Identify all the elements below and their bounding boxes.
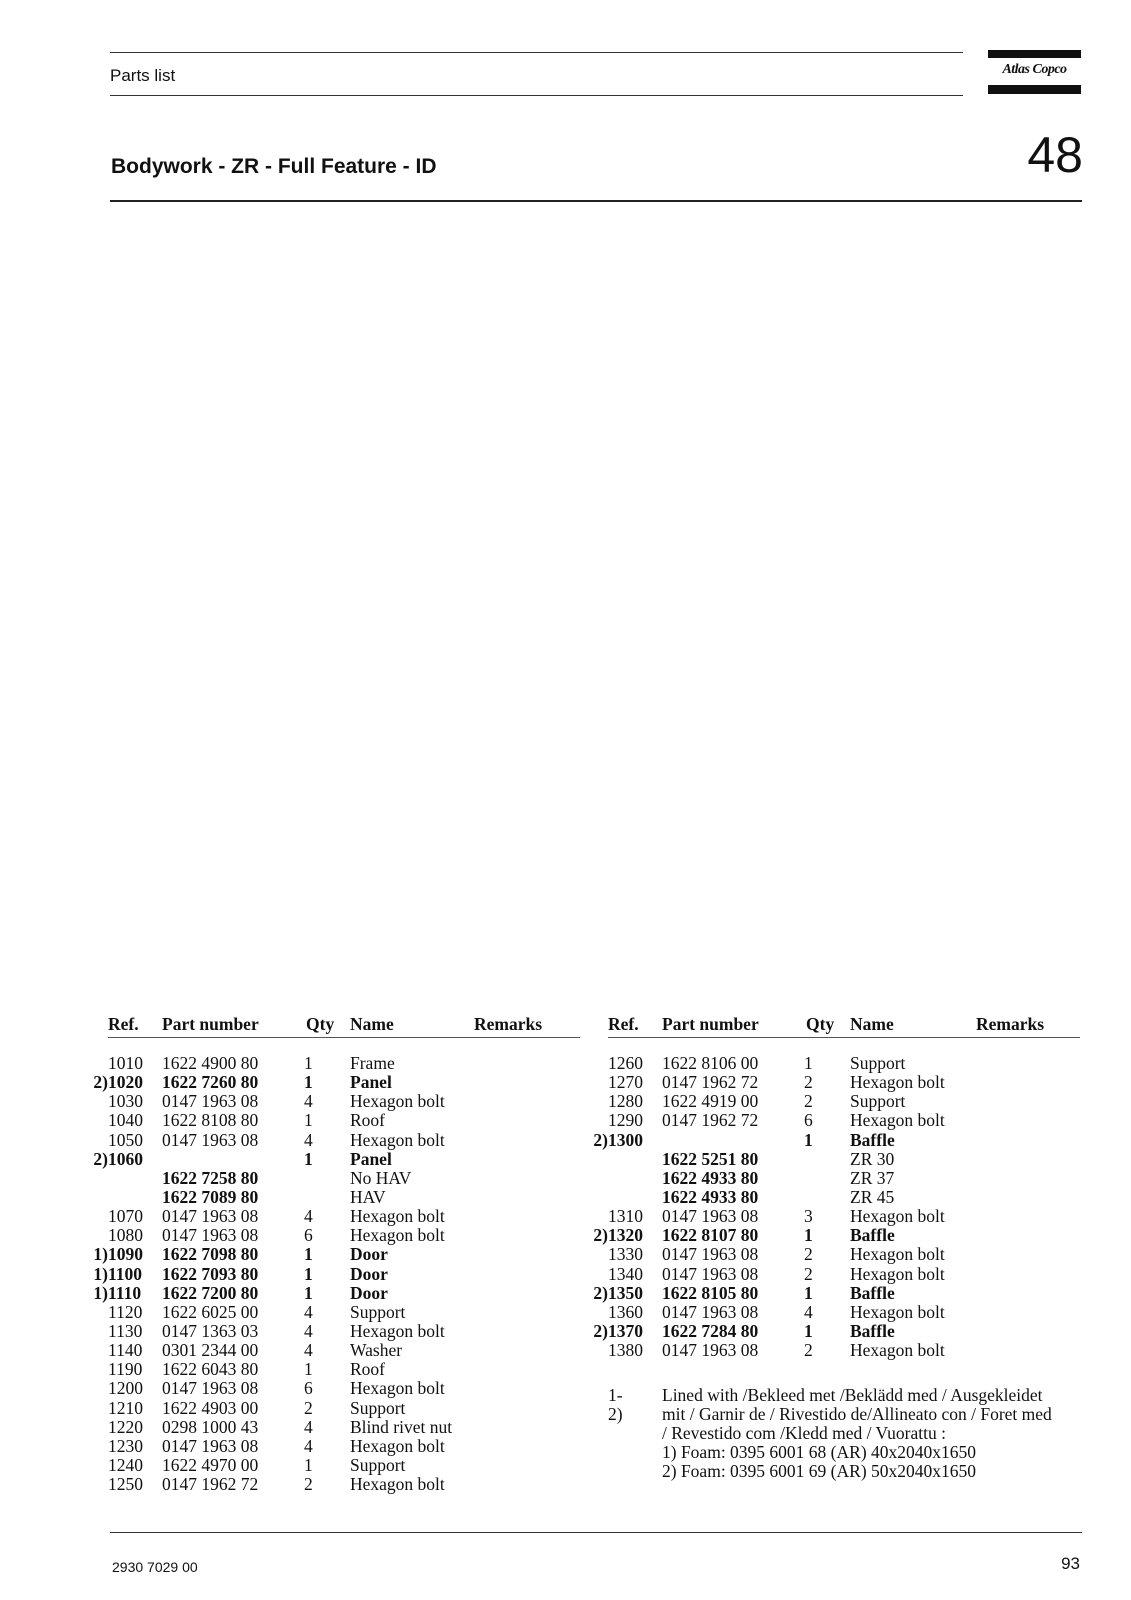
cell-part-number: 0147 1963 08: [662, 1244, 759, 1265]
cell-part-number: 1622 8108 80: [162, 1110, 259, 1131]
cell-part-number: 0301 2344 00: [162, 1340, 259, 1361]
cell-qty: 2: [804, 1340, 813, 1361]
cell-part-number: 0147 1963 08: [162, 1225, 259, 1246]
page-title: Bodywork - ZR - Full Feature - ID: [111, 155, 437, 178]
cell-qty: 1: [804, 1282, 813, 1303]
cell-name: ZR 30: [850, 1148, 895, 1169]
cell-ref: 1250: [108, 1474, 143, 1495]
cell-qty: 2: [304, 1474, 313, 1495]
cell-qty: 1: [304, 1053, 313, 1073]
cell-ref: 1240: [108, 1454, 143, 1475]
cell-ref: 1260: [608, 1053, 643, 1073]
cell-name: Hexagon bolt: [850, 1110, 945, 1131]
cell-part-number: 1622 4933 80: [662, 1167, 759, 1188]
notes-line: Lined with /Bekleed met /Beklädd med / Ausgekleidet: [662, 1385, 1043, 1405]
cell-part-number: 1622 7093 80: [162, 1263, 259, 1284]
document-number: 2930 7029 00: [112, 1559, 198, 1575]
cell-name: Door: [350, 1263, 388, 1284]
cell-qty: 2: [304, 1397, 313, 1418]
cell-part-number: 0147 1963 08: [162, 1378, 259, 1399]
cell-remarks: 2): [93, 1072, 108, 1093]
cell-name: Hexagon bolt: [850, 1301, 945, 1322]
cell-part-number: 0147 1963 08: [662, 1263, 759, 1284]
cell-part-number: 1622 6043 80: [162, 1359, 259, 1380]
table-header: [108, 1014, 580, 1038]
cell-name: Hexagon bolt: [850, 1244, 945, 1265]
table-header: [608, 1014, 1080, 1038]
cell-name: ZR 45: [850, 1186, 895, 1207]
cell-name: Hexagon bolt: [350, 1435, 445, 1456]
cell-ref: 1280: [608, 1091, 643, 1112]
cell-name: Roof: [350, 1359, 385, 1380]
header-remarks: Remarks: [976, 1014, 1045, 1034]
cell-part-number: 1622 4903 00: [162, 1397, 259, 1418]
cell-ref: 1370: [608, 1320, 643, 1341]
cell-remarks: 2): [593, 1225, 608, 1246]
cell-ref: 1040: [108, 1110, 143, 1131]
cell-remarks: 2): [593, 1282, 608, 1303]
notes-line: 1) Foam: 0395 6001 68 (AR) 40x2040x1650: [662, 1442, 977, 1462]
cell-qty: 4: [304, 1301, 313, 1322]
cell-qty: 2: [804, 1244, 813, 1265]
cell-qty: 1: [304, 1110, 313, 1131]
header-ref: Ref.: [608, 1014, 639, 1034]
cell-name: ZR 37: [850, 1167, 895, 1188]
cell-remarks: 1): [93, 1263, 108, 1284]
cell-qty: 1: [804, 1225, 813, 1246]
notes-line: 2) Foam: 0395 6001 69 (AR) 50x2040x1650: [662, 1461, 977, 1481]
cell-part-number: 0147 1963 08: [662, 1206, 759, 1227]
cell-part-number: 0147 1963 08: [662, 1340, 759, 1361]
cell-part-number: 0147 1962 72: [662, 1072, 759, 1093]
cell-remarks: 2): [93, 1148, 108, 1169]
cell-ref: 1060: [108, 1148, 143, 1169]
cell-name: Panel: [350, 1072, 392, 1093]
cell-name: Baffle: [850, 1320, 895, 1341]
cell-ref: 1120: [108, 1301, 143, 1322]
cell-qty: 2: [804, 1091, 813, 1112]
cell-ref: 1220: [108, 1416, 143, 1437]
cell-qty: 1: [304, 1282, 313, 1303]
cell-qty: 1: [304, 1454, 313, 1475]
cell-ref: 1290: [608, 1110, 643, 1131]
cell-name: Baffle: [850, 1225, 895, 1246]
cell-name: Hexagon bolt: [850, 1072, 945, 1093]
cell-qty: 1: [304, 1244, 313, 1265]
cell-name: Hexagon bolt: [350, 1320, 445, 1341]
cell-qty: 4: [304, 1416, 313, 1437]
cell-name: Hexagon bolt: [350, 1129, 445, 1150]
cell-part-number: 0147 1963 08: [162, 1435, 259, 1456]
cell-ref: 1340: [608, 1263, 643, 1284]
cell-name: Roof: [350, 1110, 385, 1131]
cell-ref: 1320: [608, 1225, 643, 1246]
notes-code: 1-2): [608, 1385, 623, 1424]
cell-qty: 6: [304, 1225, 313, 1246]
cell-part-number: 0147 1963 08: [162, 1129, 259, 1150]
header-name: Name: [350, 1014, 394, 1034]
cell-qty: 1: [304, 1148, 313, 1169]
cell-part-number: 1622 7089 80: [162, 1186, 259, 1207]
cell-qty: 1: [804, 1129, 813, 1150]
cell-qty: 4: [304, 1320, 313, 1341]
cell-name: Hexagon bolt: [850, 1340, 945, 1361]
header-label: Parts list: [110, 66, 176, 85]
cell-ref: 1210: [108, 1397, 143, 1418]
title-rule: [110, 200, 1082, 202]
cell-name: Support: [350, 1397, 406, 1418]
header-remarks: Remarks: [474, 1014, 543, 1034]
notes-line: / Revestido com /Kledd med / Vuorattu :: [662, 1423, 946, 1443]
cell-ref: 1130: [108, 1320, 143, 1341]
cell-qty: 1: [304, 1359, 313, 1380]
cell-part-number: 0147 1363 03: [162, 1320, 259, 1341]
header-qty: Qty: [806, 1014, 835, 1034]
cell-part-number: 1622 7260 80: [162, 1072, 259, 1093]
cell-name: Hexagon bolt: [350, 1206, 445, 1227]
cell-qty: 6: [804, 1110, 813, 1131]
cell-part-number: 1622 8107 80: [662, 1225, 759, 1246]
cell-name: Baffle: [850, 1129, 895, 1150]
cell-name: Hexagon bolt: [850, 1263, 945, 1284]
cell-name: Support: [350, 1301, 406, 1322]
cell-part-number: 1622 6025 00: [162, 1301, 259, 1322]
cell-name: Washer: [350, 1340, 403, 1361]
cell-part-number: 1622 7258 80: [162, 1167, 259, 1188]
cell-qty: 4: [304, 1129, 313, 1150]
cell-part-number: 1622 4933 80: [662, 1186, 759, 1207]
cell-name: Panel: [350, 1148, 392, 1169]
cell-name: Baffle: [850, 1282, 895, 1303]
cell-ref: 1090: [108, 1244, 143, 1265]
cell-part-number: 1622 4970 00: [162, 1454, 259, 1475]
cell-part-number: 1622 8106 00: [662, 1053, 759, 1073]
cell-ref: 1070: [108, 1206, 143, 1227]
header-name: Name: [850, 1014, 894, 1034]
cell-part-number: 1622 5251 80: [662, 1148, 759, 1169]
cell-ref: 1140: [108, 1340, 143, 1361]
cell-ref: 1360: [608, 1301, 643, 1322]
parts-table-right: [593, 1014, 1080, 1361]
cell-name: Frame: [350, 1053, 395, 1073]
cell-name: Hexagon bolt: [350, 1091, 445, 1112]
cell-qty: 4: [804, 1301, 813, 1322]
cell-name: No HAV: [350, 1167, 412, 1188]
cell-part-number: 1622 4900 80: [162, 1053, 259, 1073]
cell-remarks: 2): [593, 1320, 608, 1341]
cell-part-number: 1622 7098 80: [162, 1244, 259, 1265]
cell-ref: 1080: [108, 1225, 143, 1246]
cell-qty: 1: [304, 1263, 313, 1284]
cell-ref: 1100: [108, 1263, 143, 1284]
header-bottom-rule: [110, 95, 963, 96]
cell-ref: 1020: [108, 1072, 143, 1093]
cell-part-number: 1622 8105 80: [662, 1282, 759, 1303]
header-part-number: Part number: [162, 1014, 259, 1034]
cell-name: Door: [350, 1244, 388, 1265]
cell-qty: 6: [304, 1378, 313, 1399]
cell-name: Support: [850, 1053, 906, 1073]
cell-qty: 2: [804, 1072, 813, 1093]
cell-qty: 1: [804, 1053, 813, 1073]
header-top-rule: [110, 52, 963, 53]
cell-name: Hexagon bolt: [350, 1474, 445, 1495]
footer-rule: [110, 1532, 1082, 1533]
cell-part-number: 0298 1000 43: [162, 1416, 259, 1437]
cell-name: HAV: [350, 1186, 386, 1207]
cell-name: Support: [850, 1091, 906, 1112]
cell-name: Hexagon bolt: [350, 1378, 445, 1399]
notes-text: [662, 1386, 1092, 1481]
cell-ref: 1030: [108, 1091, 143, 1112]
cell-part-number: 1622 7200 80: [162, 1282, 259, 1303]
cell-qty: 2: [804, 1263, 813, 1284]
cell-part-number: 0147 1963 08: [162, 1206, 259, 1227]
logo-text: Atlas Copco: [1002, 62, 1067, 77]
cell-ref: 1330: [608, 1244, 643, 1265]
header-qty: Qty: [306, 1014, 335, 1034]
cell-ref: 1380: [608, 1340, 643, 1361]
notes-line: mit / Garnir de / Rivestido de/Allineato con / Foret med: [662, 1404, 1052, 1424]
cell-part-number: 0147 1963 08: [662, 1301, 759, 1322]
cell-name: Support: [350, 1454, 406, 1475]
cell-part-number: 1622 4919 00: [662, 1091, 759, 1112]
cell-qty: 3: [804, 1206, 813, 1227]
cell-name: Hexagon bolt: [350, 1225, 445, 1246]
atlas-copco-logo: [988, 50, 1081, 94]
cell-ref: 1190: [108, 1359, 143, 1380]
cell-ref: 1270: [608, 1072, 643, 1093]
cell-ref: 1050: [108, 1129, 143, 1150]
cell-ref: 1200: [108, 1378, 143, 1399]
cell-ref: 1010: [108, 1053, 143, 1073]
cell-qty: 4: [304, 1340, 313, 1361]
cell-qty: 4: [304, 1091, 313, 1112]
cell-part-number: 1622 7284 80: [662, 1320, 759, 1341]
cell-qty: 4: [304, 1435, 313, 1456]
cell-name: Door: [350, 1282, 388, 1303]
cell-ref: 1350: [608, 1282, 643, 1303]
cell-ref: 1300: [608, 1129, 643, 1150]
cell-remarks: 1): [93, 1282, 108, 1303]
cell-name: Hexagon bolt: [850, 1206, 945, 1227]
cell-ref: 1110: [108, 1282, 142, 1303]
header-ref: Ref.: [108, 1014, 139, 1034]
cell-ref: 1310: [608, 1206, 643, 1227]
cell-part-number: 0147 1962 72: [162, 1474, 259, 1495]
cell-ref: 1230: [108, 1435, 143, 1456]
cell-part-number: 0147 1962 72: [662, 1110, 759, 1131]
cell-qty: 1: [804, 1320, 813, 1341]
cell-name: Blind rivet nut: [350, 1416, 453, 1437]
header-part-number: Part number: [662, 1014, 759, 1034]
parts-table-left: [93, 1014, 580, 1495]
cell-part-number: 0147 1963 08: [162, 1091, 259, 1112]
cell-remarks: 1): [93, 1244, 108, 1265]
cell-qty: 1: [304, 1072, 313, 1093]
cell-remarks: 2): [593, 1129, 608, 1150]
page-number: 93: [1061, 1554, 1080, 1573]
cell-qty: 4: [304, 1206, 313, 1227]
section-number: 48: [1027, 127, 1083, 183]
